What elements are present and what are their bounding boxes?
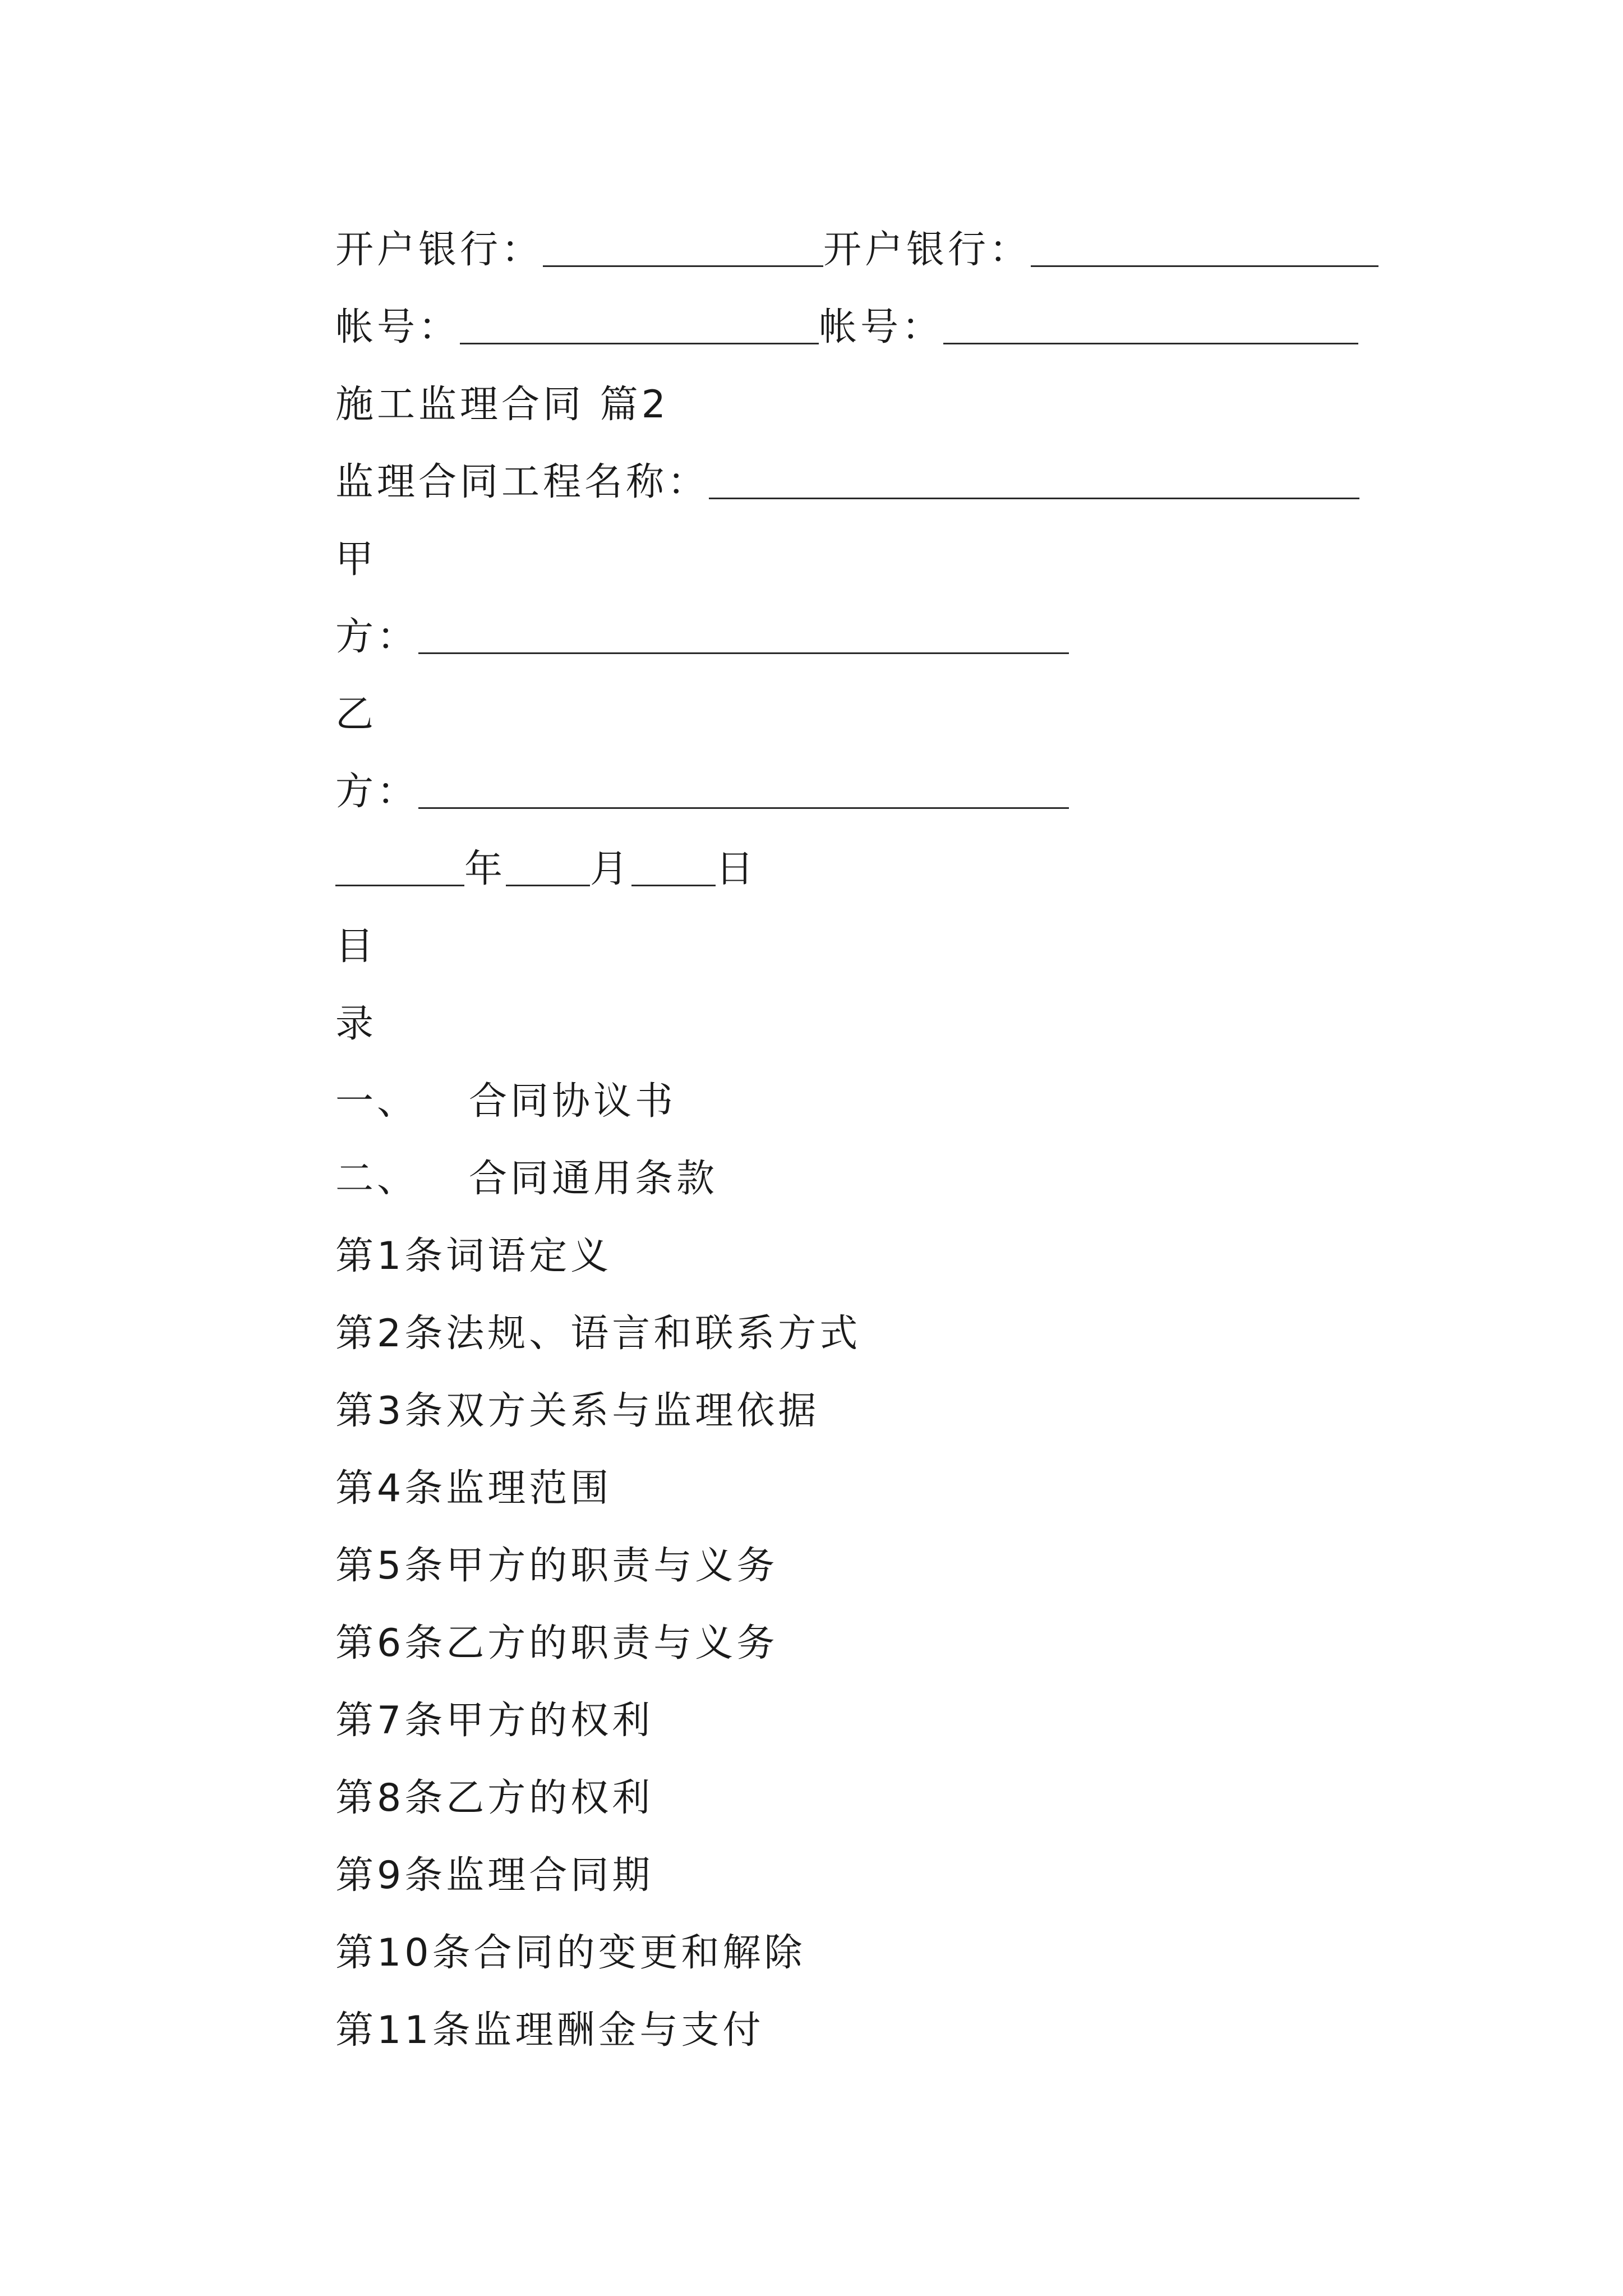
- day-label: 日: [716, 847, 758, 891]
- bank-field-party-b[interactable]: [1031, 232, 1378, 267]
- party-a-row: [335, 595, 1069, 659]
- party-b-field[interactable]: [418, 774, 1069, 809]
- section-title: 施工监理合同 篇2: [335, 383, 669, 427]
- party-b-char: 乙: [335, 692, 377, 737]
- account-row: [335, 285, 1358, 347]
- account-label-party-a: 帐号：: [335, 305, 460, 349]
- bank-label-party-b: 开户银行：: [823, 228, 1031, 272]
- bank-label-party-a: 开户银行：: [335, 228, 543, 272]
- toc-article-item: 第8条乙方的权利: [335, 1776, 654, 1820]
- party-a-field[interactable]: [418, 619, 1069, 654]
- party-a-char: 甲: [335, 537, 377, 582]
- party-b-row: [335, 749, 1069, 814]
- toc-part-title: 合同协议书: [469, 1079, 677, 1124]
- month-label: 月: [590, 847, 632, 891]
- project-name-field[interactable]: [709, 464, 1359, 499]
- bank-field-party-a[interactable]: [543, 232, 823, 267]
- toc-part-title: 合同通用条款: [469, 1157, 718, 1201]
- toc-article-item: 第10条合同的变更和解除: [335, 1931, 806, 1975]
- toc-article-item: 第1条词语定义: [335, 1234, 612, 1278]
- toc-heading-part-2: 录: [335, 1002, 377, 1046]
- party-b-label: 方：: [335, 770, 419, 814]
- account-field-party-b[interactable]: [943, 309, 1358, 344]
- toc-part-item: [335, 1059, 677, 1124]
- toc-article-item: 第3条双方关系与监理依据: [335, 1389, 820, 1433]
- toc-part-number: 二、: [335, 1157, 419, 1201]
- toc-article-item: 第7条甲方的权利: [335, 1699, 654, 1743]
- toc-article-item: 第6条乙方的职责与义务: [335, 1621, 778, 1665]
- bank-row: [335, 208, 1378, 272]
- date-row: [335, 827, 757, 889]
- project-name-label: 监理合同工程名称：: [335, 460, 709, 504]
- toc-part-item: [335, 1137, 718, 1201]
- month-field[interactable]: [506, 851, 590, 886]
- toc-article-item: 第4条监理范围: [335, 1466, 612, 1511]
- toc-heading-part-1: 目: [335, 924, 377, 969]
- day-field[interactable]: [631, 851, 716, 886]
- year-label: 年: [464, 847, 506, 891]
- toc-article-item: 第5条甲方的职责与义务: [335, 1544, 778, 1588]
- account-field-party-a[interactable]: [460, 309, 819, 344]
- toc-article-item: 第2条法规、语言和联系方式: [335, 1312, 861, 1356]
- toc-article-item: 第11条监理酬金与支付: [335, 2008, 764, 2053]
- toc-article-item: 第9条监理合同期: [335, 1853, 654, 1898]
- party-a-label: 方：: [335, 615, 419, 659]
- year-field[interactable]: [335, 851, 464, 886]
- project-name-row: [335, 440, 1359, 504]
- toc-part-number: 一、: [335, 1079, 419, 1124]
- account-label-party-b: 帐号：: [819, 305, 944, 349]
